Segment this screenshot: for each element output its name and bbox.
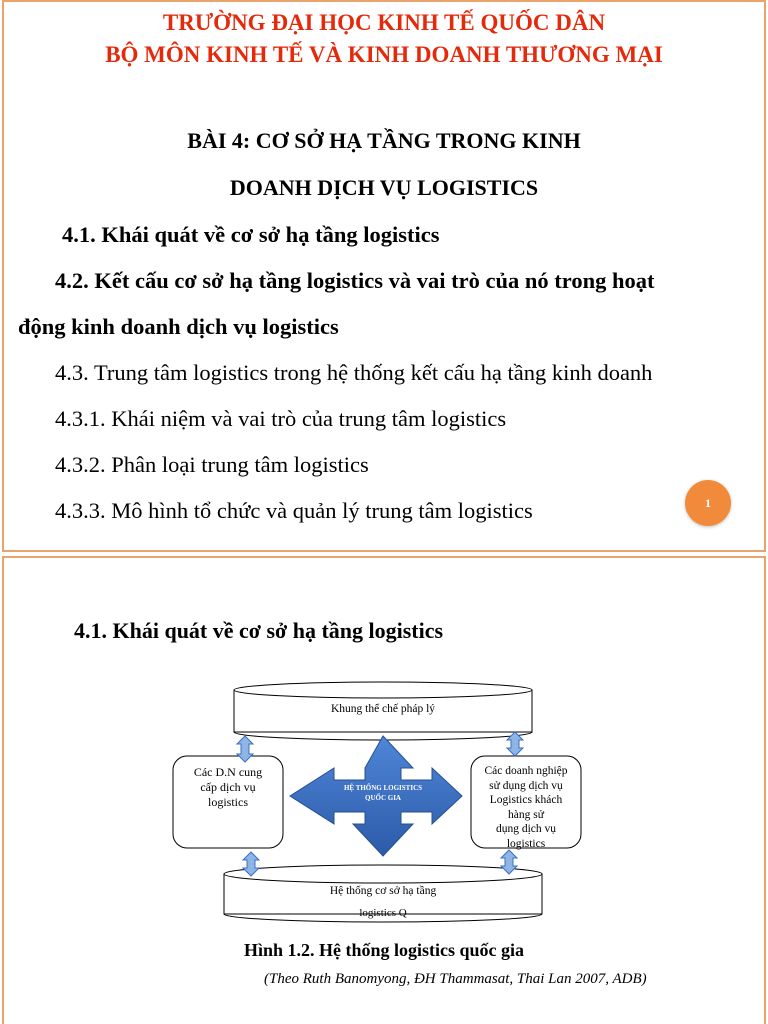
center-line-1: HỆ THỐNG LOGISTICS [343,784,423,792]
center-line-2: QUỐC GIA [365,794,401,802]
lesson-title-line-2: DOANH DỊCH VỤ LOGISTICS [229,175,539,200]
slide-2 [0,556,768,1024]
user-line-3: Logistics khách [489,794,563,806]
figure-caption: Hình 1.2. Hệ thống logistics quốc gia [243,940,525,960]
infrastructure-label-line-2: logistics Q [359,907,407,919]
provider-line-2: cấp dịch vụ [200,780,256,794]
user-line-4: hàng sử [508,808,544,821]
frame-right-line [764,0,766,552]
national-logistics-label [318,783,448,803]
university-name: TRƯỜNG ĐẠI HỌC KINH TẾ QUỐC DÂN [162,10,606,35]
outline-item-4-2-cont: động kinh doanh dịch vụ logistics [18,314,339,339]
provider-line-1: Các D.N cung [193,765,263,779]
legal-framework-label: Khung thể chế pháp lý [330,703,436,715]
department-name: BỘ MÔN KINH TẾ VÀ KINH DOANH THƯƠNG MẠI [105,42,663,67]
user-line-6: logistics [506,837,546,850]
outline-item-4-3-3: 4.3.3. Mô hình tổ chức và quản lý trung tâm logistics [55,498,533,523]
frame-bottom-line [2,550,766,552]
outline-item-4-3: 4.3. Trung tâm logistics trong hệ thống kết cấu hạ tầng kinh doanh [55,360,653,385]
user-line-2: sử dụng dịch vụ [489,779,563,792]
frame-left-line [2,0,4,552]
user-line-5: dụng dịch vụ [495,823,557,835]
section-title: 4.1. Khái quát về cơ sở hạ tầng logistics [74,618,444,643]
outline-item-4-2: 4.2. Kết cấu cơ sở hạ tầng logistics và vai trò của nó trong hoạt [55,268,655,293]
provider-line-3: logistics [207,795,248,809]
service-user-label [466,764,586,851]
lesson-title-line-1: BÀI 4: CƠ SỞ HẠ TẦNG TRONG KINH [187,128,581,153]
figure-source: (Theo Ruth Banomyong, ĐH Thammasat, Thai Lan 2007, ADB) [264,971,647,987]
outline-item-4-1: 4.1. Khái quát về cơ sở hạ tầng logistics [62,222,440,247]
page-number-badge: 1 [685,480,731,526]
outline-item-4-3-2: 4.3.2. Phân loại trung tâm logistics [55,452,369,477]
frame-top-line [2,0,766,2]
outline-item-4-3-1: 4.3.1. Khái niệm và vai trò của trung tâm logistics [55,406,507,431]
infrastructure-label-line-1: Hệ thống cơ sở hạ tầng [329,885,437,897]
user-line-1: Các doanh nghiệp [484,765,568,777]
service-provider-label [176,765,280,810]
